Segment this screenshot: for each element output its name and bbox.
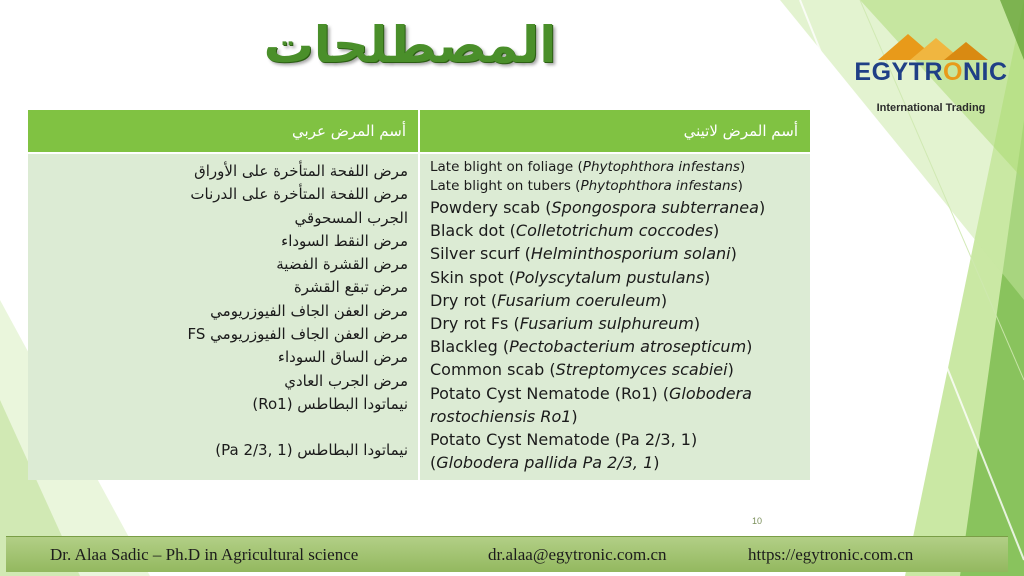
latin-row: Late blight on tubers (Phytophthora infestans) bbox=[430, 178, 743, 194]
arabic-row: نيماتودا البطاطس (Ro1) bbox=[252, 394, 408, 413]
arabic-row: مرض النقط السوداء bbox=[281, 231, 408, 250]
latin-row: Potato Cyst Nematode (Pa 2/3, 1) bbox=[430, 430, 698, 450]
latin-row: Black dot (Colletotrichum coccodes) bbox=[430, 221, 720, 241]
latin-row: Skin spot (Polyscytalum pustulans) bbox=[430, 267, 711, 287]
latin-row: Common scab (Streptomyces scabiei) bbox=[430, 360, 734, 380]
latin-row: Late blight on foliage (Phytophthora infestans) bbox=[430, 159, 746, 175]
footer-email[interactable]: dr.alaa@egytronic.com.cn bbox=[488, 545, 667, 564]
egytronic-logo bbox=[848, 30, 1014, 122]
species-name: Polyscytalum pustulans bbox=[514, 267, 705, 287]
species-name: rostochiensis Ro1 bbox=[430, 406, 572, 426]
species-name: Globodera bbox=[668, 383, 752, 403]
arabic-row: مرض اللفحة المتأخرة على الأوراق bbox=[194, 162, 408, 180]
footer-website[interactable]: https://egytronic.com.cn bbox=[748, 545, 914, 564]
species-name: Helminthosporium solani bbox=[530, 244, 731, 264]
arabic-row: نيماتودا البطاطس (Pa 2/3, 1) bbox=[215, 441, 408, 460]
species-name: Globodera pallida Pa 2/3, 1 bbox=[436, 453, 654, 473]
logo-wordmark: EGYTRONIC bbox=[854, 58, 1008, 86]
arabic-row: مرض القشرة الفضية bbox=[276, 255, 408, 274]
arabic-row: مرض العفن الجاف الفيوزريومي bbox=[210, 301, 408, 320]
species-name: Phytophthora infestans bbox=[580, 178, 738, 194]
arabic-row: الجرب المسحوقي bbox=[294, 208, 408, 227]
latin-row: Silver scurf (Helminthosporium solani) bbox=[430, 244, 737, 264]
header-arabic-name: أسم المرض عربي bbox=[28, 110, 418, 152]
species-name: Spongospora subterranea bbox=[551, 198, 759, 217]
latin-names-cell bbox=[420, 154, 810, 480]
arabic-row-spacer bbox=[28, 416, 408, 439]
species-name: Fusarium sulphureum bbox=[519, 314, 694, 334]
latin-row: Blackleg (Pectobacterium atrosepticum) bbox=[430, 337, 753, 357]
pyramid-icon bbox=[848, 30, 1014, 60]
logo-subtitle: International Trading bbox=[876, 102, 986, 114]
species-name: Pectobacterium atrosepticum bbox=[509, 337, 747, 357]
arabic-row: مرض الجرب العادي bbox=[284, 371, 408, 390]
arabic-row: مرض الساق السوداء bbox=[277, 348, 408, 367]
species-name: Fusarium coeruleum bbox=[497, 290, 661, 310]
slide-title: المصطلحات bbox=[263, 16, 557, 74]
latin-row: Powdery scab (Spongospora subterranea) bbox=[430, 198, 766, 217]
footer-bar bbox=[6, 536, 1008, 572]
species-name: Colletotrichum coccodes bbox=[515, 221, 714, 241]
header-latin-name: أسم المرض لاتيني bbox=[420, 110, 810, 152]
latin-row: Dry rot (Fusarium coeruleum) bbox=[430, 290, 668, 310]
latin-row: rostochiensis Ro1) bbox=[430, 406, 578, 426]
latin-row: Dry rot Fs (Fusarium sulphureum) bbox=[430, 314, 701, 334]
species-name: Phytophthora infestans bbox=[582, 159, 740, 175]
page-number: 10 bbox=[752, 516, 763, 526]
latin-row: Potato Cyst Nematode (Ro1) (Globodera bbox=[430, 383, 752, 403]
footer-author: Dr. Alaa Sadic – Ph.D in Agricultural science bbox=[50, 545, 359, 564]
arabic-names-cell bbox=[28, 154, 418, 480]
latin-row: (Globodera pallida Pa 2/3, 1) bbox=[430, 453, 660, 473]
arabic-row: مرض اللفحة المتأخرة على الدرنات bbox=[190, 185, 408, 204]
species-name: Streptomyces scabiei bbox=[555, 360, 728, 380]
arabic-row: مرض العفن الجاف الفيوزريومي FS bbox=[187, 325, 408, 344]
arabic-row: مرض تبقع القشرة bbox=[293, 278, 408, 297]
